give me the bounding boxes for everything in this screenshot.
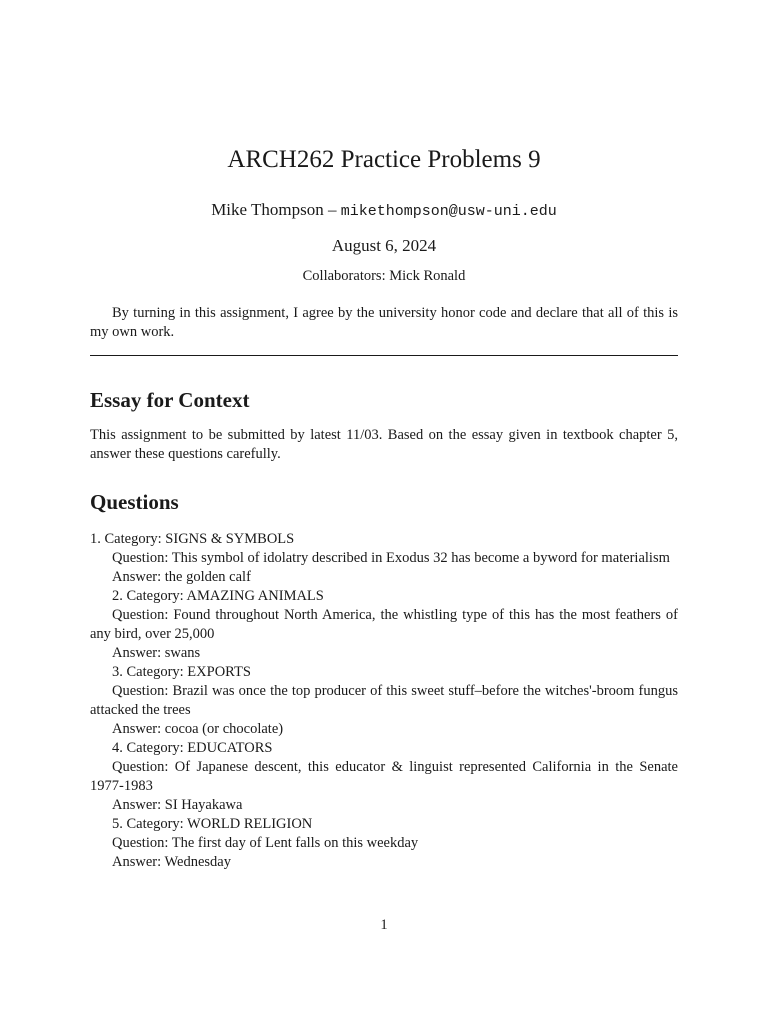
- question-answer: Answer: SI Hayakawa: [112, 797, 243, 813]
- question-item: [90, 739, 678, 815]
- question-answer: Answer: the golden calf: [112, 569, 251, 585]
- author-name: Mike Thompson: [211, 200, 324, 219]
- question-category: 5. Category: WORLD RELIGION: [112, 816, 313, 832]
- question-category: 3. Category: EXPORTS: [112, 664, 251, 680]
- question-text: Question: The first day of Lent falls on this weekday: [112, 835, 419, 851]
- page-number: 1: [380, 917, 388, 933]
- question-category: 2. Category: AMAZING ANIMALS: [112, 588, 324, 604]
- question-answer: Answer: Wednesday: [112, 854, 231, 870]
- honor-statement: By turning in this assignment, I agree by the university honor code and declare that all of this is my own work.: [90, 305, 678, 340]
- question-answer: Answer: cocoa (or chocolate): [112, 721, 284, 737]
- question-category: 4. Category: EDUCATORS: [112, 740, 273, 756]
- question-answer: Answer: swans: [112, 645, 201, 661]
- question-item: [90, 530, 678, 587]
- questions-list: [90, 530, 678, 872]
- question-text: Question: Found throughout North America, the whistling type of this has the most feathers of any bird, over 25,000: [90, 607, 678, 642]
- essay-text: This assignment to be submitted by latest 11/03. Based on the essay given in textbook chapter 5, answer these questions carefully.: [90, 427, 678, 462]
- question-category: 1. Category: SIGNS & SYMBOLS: [90, 531, 295, 547]
- collaborators-line: Collaborators: Mick Ronald: [302, 268, 466, 284]
- question-item: [90, 815, 678, 872]
- questions-heading: Questions: [90, 490, 179, 514]
- question-item: [90, 587, 678, 663]
- question-item: [90, 663, 678, 739]
- essay-heading: Essay for Context: [90, 388, 250, 412]
- document-title: ARCH262 Practice Problems 9: [227, 146, 541, 173]
- document-date: August 6, 2024: [331, 236, 437, 255]
- question-text: Question: Of Japanese descent, this educator & linguist represented California in the Senate 1977-1983: [90, 759, 678, 794]
- author-separator: –: [323, 200, 341, 219]
- question-text: Question: Brazil was once the top producer of this sweet stuff–before the witches'-broom fungus attacked the trees: [90, 683, 678, 718]
- author-email: mikethompson@usw-uni.edu: [340, 203, 557, 220]
- horizontal-rule: [90, 355, 678, 356]
- question-text: Question: This symbol of idolatry described in Exodus 32 has become a byword for materialism: [112, 550, 670, 566]
- author-line: [90, 200, 678, 220]
